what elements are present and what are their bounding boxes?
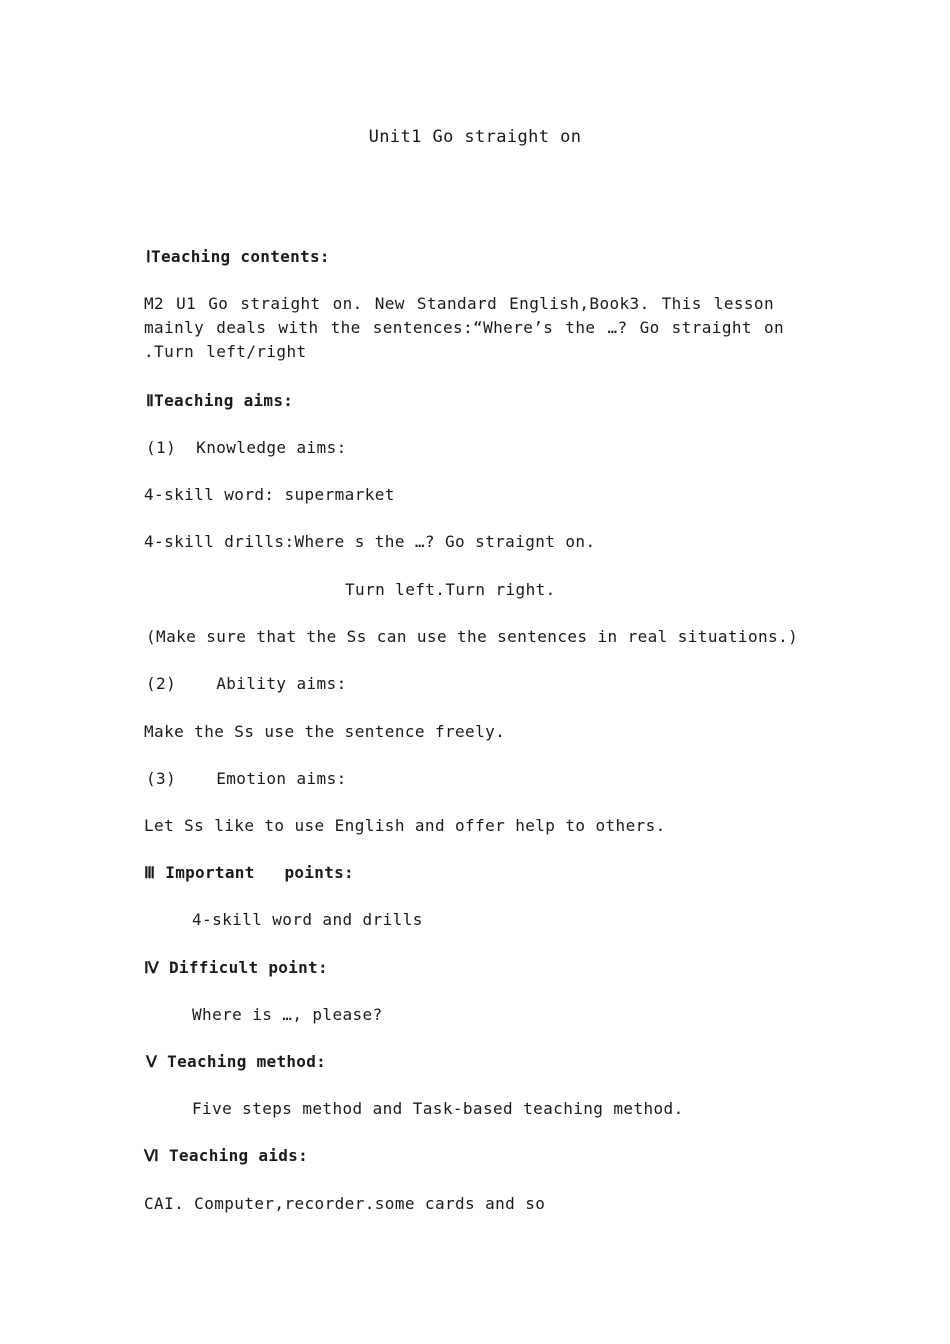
section-heading-difficult-point: Ⅳ Difficult point: [144, 958, 328, 977]
ability-aims-label: (2) Ability aims: [146, 674, 347, 693]
situations-note: (Make sure that the Ss can use the sentences in real situations.) [146, 627, 799, 646]
skill-drills-continuation: Turn left.Turn right. [345, 580, 556, 599]
skill-drills-line: 4-skill drills:Where s the …? Go straignt on. [144, 532, 596, 551]
teaching-aids-text: CAI. Computer,recorder.some cards and so [144, 1194, 546, 1213]
emotion-aims-label: (3) Emotion aims: [146, 769, 347, 788]
important-points-text: 4-skill word and drills [192, 910, 423, 929]
teaching-method-text: Five steps method and Task-based teaching method. [192, 1099, 684, 1118]
section-heading-teaching-method: Ⅴ Teaching method: [146, 1052, 327, 1071]
emotion-aims-text: Let Ss like to use English and offer help to others. [144, 816, 666, 835]
ability-aims-text: Make the Ss use the sentence freely. [144, 722, 506, 741]
teaching-contents-paragraph: M2 U1 Go straight on. New Standard English,Book3. This lesson mainly deals with the sentences:“Where’s the …? Go straight on .Turn left/right [144, 294, 785, 361]
page-title: Unit1 Go straight on [368, 127, 582, 147]
section-heading-important-points: Ⅲ Important points: [144, 863, 354, 882]
section-heading-teaching-contents: ⅠTeaching contents: [146, 247, 330, 266]
section-heading-teaching-aids: Ⅵ Teaching aids: [144, 1146, 309, 1165]
knowledge-aims-label: (1) Knowledge aims: [146, 438, 347, 457]
difficult-point-text: Where is …, please? [192, 1005, 383, 1024]
section-heading-teaching-aims: ⅡTeaching aims: [146, 391, 294, 410]
skill-word-line: 4-skill word: supermarket [144, 485, 395, 504]
